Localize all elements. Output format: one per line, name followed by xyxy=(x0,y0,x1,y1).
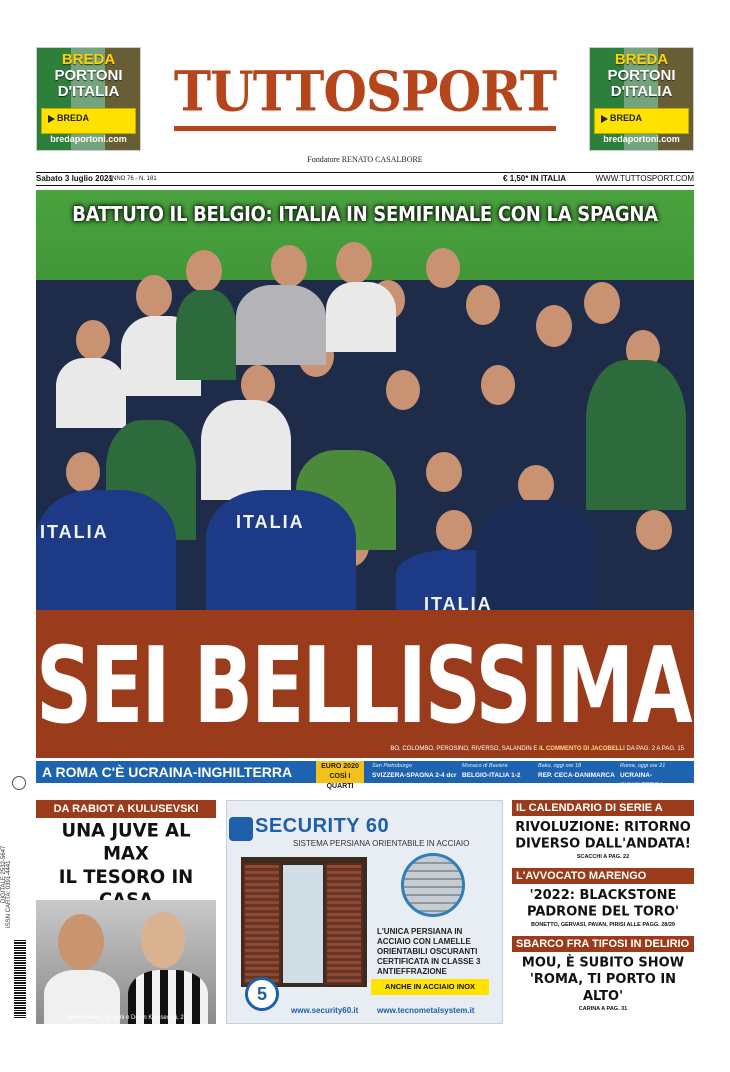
arrow-icon xyxy=(48,115,55,123)
masthead[interactable] xyxy=(160,59,570,142)
player-head xyxy=(536,305,572,347)
breda-ad-line3: D'ITALIA xyxy=(610,83,673,100)
player-head xyxy=(466,285,500,325)
digital-issn: DIGITALE 2532-5647 xyxy=(1,845,7,903)
player-head xyxy=(584,282,620,324)
right-column xyxy=(512,800,694,1024)
barcode-area xyxy=(1,800,28,1020)
juve-title[interactable] xyxy=(36,820,216,912)
breda-ad-url: bredaportoni.com xyxy=(603,134,680,144)
story-title[interactable]: RIVOLUZIONE: RITORNO DIVERSO DALL'ANDATA! xyxy=(515,819,691,852)
match-result: 2-4 dcr xyxy=(435,772,457,779)
match-cell xyxy=(372,761,457,783)
player-jersey xyxy=(206,490,356,610)
juve-photo-caption: Adrien Rabiot, 26 anni e Dejan Kulusevski, 21 xyxy=(64,1015,188,1021)
juve-photo[interactable] xyxy=(36,900,216,1024)
main-headline-band[interactable] xyxy=(36,610,725,758)
tecnometal-url[interactable]: www.tecnometalsystem.it xyxy=(377,1006,475,1015)
player-head xyxy=(481,365,515,405)
issue-number: ANNO 76 - N. 181 xyxy=(108,176,157,182)
player-jersey xyxy=(36,490,176,610)
louver-detail-icon xyxy=(401,853,465,917)
match-cell xyxy=(620,761,694,789)
byline-commentary: IL COMMENTO DI JACOBELLI xyxy=(539,746,625,752)
hero-photo[interactable] xyxy=(36,190,694,610)
breda-ad-text xyxy=(590,52,693,100)
player-jersey xyxy=(326,282,396,352)
story-title[interactable]: '2022: BLACKSTONE PADRONE DEL TORO' xyxy=(527,887,679,920)
story-authors: SCACCHI A PAG. 22 xyxy=(576,854,630,860)
story-kicker: L'AVVOCATO MARENGO xyxy=(512,868,694,884)
player-head xyxy=(426,452,462,492)
player-head xyxy=(76,320,110,360)
mourinho-story[interactable] xyxy=(512,936,694,1012)
match-game: REP. CECA-DANIMARCA xyxy=(538,772,615,779)
player-head xyxy=(58,914,104,970)
story-title[interactable]: MOU, È SUBITO SHOW 'ROMA, TI PORTO IN ALTO' xyxy=(521,954,685,1005)
jersey-lettering: ITALIA xyxy=(236,512,305,532)
player-head xyxy=(66,452,100,492)
serie-a-story[interactable] xyxy=(512,800,694,860)
breda-ad-left[interactable] xyxy=(36,47,141,151)
juve-title-line2: IL TESORO IN xyxy=(58,866,194,889)
strip-headline[interactable]: A ROMA C'È UCRAINA-INGHILTERRA xyxy=(42,764,293,780)
breda-ad-line3: D'ITALIA xyxy=(57,83,120,100)
toro-story[interactable] xyxy=(512,868,694,928)
player-head xyxy=(271,245,307,287)
breda-ad-line1: BREDA xyxy=(61,51,116,68)
match-place: Roma, oggi ore 21 xyxy=(620,763,666,769)
match-game: SVIZZERA-SPAGNA xyxy=(372,772,434,779)
jersey-lettering: ITALIA xyxy=(40,522,109,542)
breda-ad-line1: BREDA xyxy=(614,51,669,68)
shutter-leaf xyxy=(243,863,281,985)
match-place: Baku, oggi ore 18 xyxy=(538,763,582,769)
match-game: UCRAINA-INGHILTERRA xyxy=(620,772,664,789)
juve-kicker: DA RABIOT A KULUSEVSKI xyxy=(36,800,216,818)
match-cell xyxy=(462,761,521,783)
masthead-logo: TUTTOSPORT xyxy=(173,59,557,124)
security60-brand: SECURITY 60 xyxy=(255,815,389,838)
breda-ad-line2: PORTONI xyxy=(54,67,123,84)
security60-logo-icon xyxy=(229,817,253,841)
player-head xyxy=(141,912,185,968)
player-head xyxy=(336,242,372,284)
match-game: BELGIO-ITALIA xyxy=(462,772,510,779)
paper-issn: ISSN CARTA: 0391-4441 xyxy=(6,860,12,928)
story-kicker: IL CALENDARIO DI SERIE A xyxy=(512,800,694,816)
story-kicker: SBARCO FRA TIFOSI IN DELIRIO xyxy=(512,936,694,952)
player-head xyxy=(436,510,472,550)
inox-badge: ANCHE IN ACCIAIO INOX xyxy=(371,979,489,995)
match-place: Monaco di Baviera xyxy=(462,763,508,769)
euro-badge-line2: COSÌ I QUARTI xyxy=(326,773,354,790)
juve-story[interactable] xyxy=(36,800,216,1024)
player-head xyxy=(386,370,420,410)
player-head xyxy=(136,275,172,317)
main-headline[interactable]: SEI BELLISSIMA! xyxy=(36,626,725,748)
player-jersey xyxy=(201,400,291,500)
player-jersey xyxy=(56,358,126,428)
door-illustration xyxy=(241,857,367,987)
breda-logo: BREDA xyxy=(601,113,642,123)
breda-ad-url: bredaportoni.com xyxy=(50,134,127,144)
shutter-leaf xyxy=(325,863,363,985)
player-head xyxy=(186,250,222,292)
player-head xyxy=(426,248,460,288)
security60-ad[interactable] xyxy=(226,800,503,1024)
jersey-lettering: ITALIA xyxy=(424,594,493,610)
warranty-badge: 5 xyxy=(245,977,279,1011)
euro-strip[interactable] xyxy=(36,761,694,790)
price: € 1,50* IN ITALIA xyxy=(503,174,566,183)
door-opening xyxy=(283,865,323,983)
match-cell xyxy=(538,761,615,783)
arrow-icon xyxy=(601,115,608,123)
masthead-underline xyxy=(174,126,556,131)
breda-logo-box xyxy=(594,108,689,134)
breda-ad-line2: PORTONI xyxy=(607,67,676,84)
main-byline xyxy=(36,746,684,752)
byline-authors: BO, COLOMBO, PEROSINO, RIVERSO, SALANDIN E xyxy=(390,746,538,752)
founder-line: Fondatore RENATO CASALBORE xyxy=(307,155,423,164)
security60-url[interactable]: www.security60.it xyxy=(291,1006,359,1015)
player-jersey xyxy=(236,285,326,365)
issue-date: Sabato 3 luglio 2021 xyxy=(36,174,113,183)
byline-pages: DA PAG. 2 A PAG. 15 xyxy=(626,746,684,752)
breda-logo-box xyxy=(41,108,136,134)
player-head xyxy=(518,465,554,505)
euro-badge-line1: EURO 2020 xyxy=(321,763,359,770)
match-place: San Pietroburgo xyxy=(372,763,412,769)
website-link[interactable]: WWW.TUTTOSPORT.COM xyxy=(595,174,694,183)
registration-circle xyxy=(12,776,26,790)
juve-title-line1: UNA JUVE AL MAX xyxy=(61,819,191,865)
story-authors: BONETTO, GERVASI, PAVAN, PIRISI ALLE PAGG. 28/29 xyxy=(531,922,675,928)
security60-copy: L'UNICA PERSIANA IN ACCIAIO CON LAMELLE ORIENTABILI OSCURANTI CERTIFICATA IN CLASSE 3 ANTIEFFRAZIONE xyxy=(377,927,481,976)
hero-headline[interactable]: BATTUTO IL BELGIO: ITALIA IN SEMIFINALE CON LA SPAGNA xyxy=(72,202,658,227)
barcode xyxy=(14,940,26,1018)
security60-tagline: SISTEMA PERSIANA ORIENTABILE IN ACCIAIO xyxy=(293,839,470,848)
euro-2020-badge xyxy=(316,761,364,790)
player-head xyxy=(241,365,275,405)
dateline xyxy=(36,172,694,186)
player-jersey xyxy=(176,290,236,380)
player-head xyxy=(636,510,672,550)
match-result: 1-2 xyxy=(511,772,521,779)
breda-logo: BREDA xyxy=(48,113,89,123)
breda-ad-text xyxy=(37,52,140,100)
player-jersey xyxy=(476,500,596,610)
player-jersey xyxy=(586,360,686,510)
breda-ad-right[interactable] xyxy=(589,47,694,151)
story-authors: CARINA A PAG. 31 xyxy=(578,1006,628,1012)
